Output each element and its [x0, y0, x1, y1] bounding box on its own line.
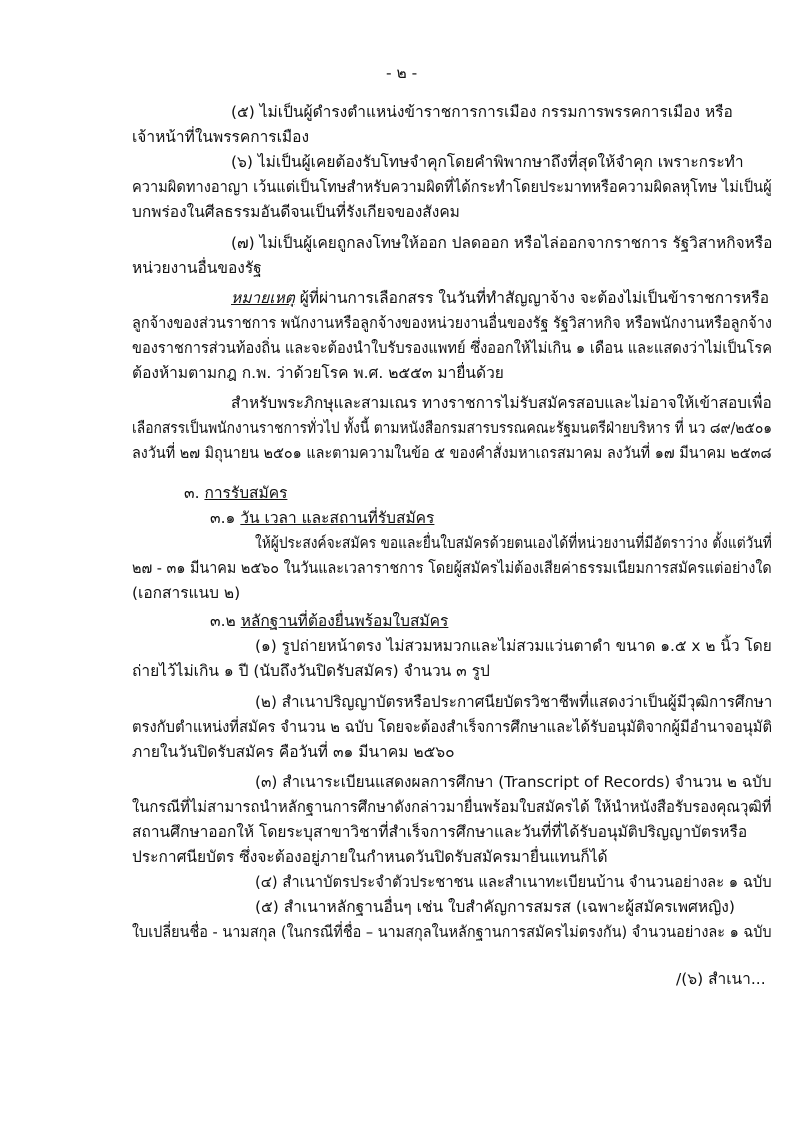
- qualification-6-line-1: (๖) ไม่เป็นผู้เคยต้องรับโทษจำคุกโดยคำพิพากษาถึงที่สุดให้จำคุก เพราะกระทำ: [231, 153, 744, 171]
- section-3-1-number: ๓.๑: [210, 509, 236, 527]
- document-item-3-line-3: สถานศึกษาออกให้ โดยระบุสาขาวิชาที่สำเร็จการศึกษาและวันที่ที่ได้รับอนุมัติปริญญาบัตรหรือ: [132, 823, 748, 841]
- section-3-1-line-1: ให้ผู้ประสงค์จะสมัคร ขอและยื่นใบสมัครด้วยตนเองได้ที่หน่วยงานที่มีอัตราว่าง ตั้งแต่วันที่: [255, 534, 772, 552]
- qualification-7-line-1: (๗) ไม่เป็นผู้เคยถูกลงโทษให้ออก ปลดออก หรือไล่ออกจากราชการ รัฐวิสาหกิจหรือ: [231, 234, 773, 252]
- document-item-1-line-1: (๑) รูปถ่ายหน้าตรง ไม่สวมหมวกและไม่สวมแว่นตาดำ ขนาด ๑.๕ x ๒ นิ้ว โดย: [255, 637, 772, 655]
- document-item-5-line-2: ใบเปลี่ยนชื่อ - นามสกุล (ในกรณีที่ชื่อ – นามสกุลในหลักฐานการสมัครไม่ตรงกัน) จำนวนอย่างละ ๑ ฉบับ: [132, 923, 772, 941]
- document-item-3-line-4: ประกาศนียบัตร ซึ่งจะต้องอยู่ภายในกำหนดวันปิดรับสมัครมายื่นแทนก็ได้: [132, 848, 608, 866]
- document-item-2-line-3: ภายในวันปิดรับสมัคร คือวันที่ ๓๑ มีนาคม ๒๕๖๐: [132, 743, 455, 761]
- section-3-1-title: วัน เวลา และสถานที่รับสมัคร: [240, 509, 435, 527]
- monk-paragraph-line-2: เลือกสรรเป็นพนักงานราชการทั่วไป ทั้งนี้ ตามหนังสือกรมสารบรรณคณะรัฐมนตรีฝ่ายบริหาร ที่ นว ๘๙/๒๕๐๑: [132, 419, 773, 437]
- document-item-2-line-2: ตรงกับตำแหน่งที่สมัคร จำนวน ๒ ฉบับ โดยจะต้องสำเร็จการศึกษาและได้รับอนุมัติจากผู้มีอำนาจอนุมัติ: [132, 718, 773, 736]
- section-3-1-line-2: ๒๗ - ๓๑ มีนาคม ๒๕๖๐ ในวันและเวลาราชการ โดยผู้สมัครไม่ต้องเสียค่าธรรมเนียมการสมัครแต่อย่างใด: [132, 559, 772, 577]
- section-3-number: ๓.: [184, 484, 200, 502]
- page-number: - ๒ -: [386, 64, 418, 82]
- document-item-1-line-2: ถ่ายไว้ไม่เกิน ๑ ปี (นับถึงวันปิดรับสมัคร) จำนวน ๓ รูป: [132, 662, 490, 680]
- qualification-5-line-1: (๕) ไม่เป็นผู้ดำรงตำแหน่งข้าราชการการเมือง กรรมการพรรคการเมือง หรือ: [231, 103, 733, 121]
- document-item-3-line-1: (๓) สำเนาระเบียนแสดงผลการศึกษา (Transcript of Records) จำนวน ๒ ฉบับ: [255, 773, 772, 791]
- section-3-2-number: ๓.๒: [210, 612, 236, 630]
- monk-paragraph-line-1: สำหรับพระภิกษุและสามเณร ทางราชการไม่รับสมัครสอบและไม่อาจให้เข้าสอบเพื่อ: [231, 394, 772, 412]
- section-3-title: การรับสมัคร: [204, 484, 288, 502]
- qualification-7-line-2: หน่วยงานอื่นของรัฐ: [132, 259, 262, 277]
- qualification-6-line-3: บกพร่องในศีลธรรมอันดีจนเป็นที่รังเกียจของสังคม: [132, 203, 460, 221]
- section-3-2-heading: [210, 610, 448, 632]
- document-item-5-line-1: (๕) สำเนาหลักฐานอื่นๆ เช่น ใบสำคัญการสมรส (เฉพาะผู้สมัครเพศหญิง): [255, 898, 735, 916]
- document-item-2-line-1: (๒) สำเนาปริญญาบัตรหรือประกาศนียบัตรวิชาชีพที่แสดงว่าเป็นผู้มีวุฒิการศึกษา: [255, 693, 773, 711]
- qualification-6-line-2: ความผิดทางอาญา เว้นแต่เป็นโทษสำหรับความผิดที่ได้กระทำโดยประมาทหรือความผิดลหุโทษ ไม่เป็นผู้: [132, 178, 772, 196]
- note-text: ผู้ที่ผ่านการเลือกสรร ในวันที่ทำสัญญาจ้าง จะต้องไม่เป็นข้าราชการหรือ: [294, 289, 770, 307]
- note-line-4: ต้องห้ามตามกฎ ก.พ. ว่าด้วยโรค พ.ศ. ๒๕๕๓ มายื่นด้วย: [132, 364, 504, 382]
- document-item-4-line-1: (๔) สำเนาบัตรประจำตัวประชาชน และสำเนาทะเบียนบ้าน จำนวนอย่างละ ๑ ฉบับ: [255, 873, 772, 891]
- note-line-2: ลูกจ้างของส่วนราชการ พนักงานหรือลูกจ้างของหน่วยงานอื่นของรัฐ รัฐวิสาหกิจ หรือพนักงานหรือลูกจ้าง: [132, 314, 772, 332]
- qualification-5-line-2: เจ้าหน้าที่ในพรรคการเมือง: [132, 128, 310, 146]
- section-3-1-line-3: (เอกสารแนบ ๒): [132, 584, 241, 602]
- continuation-marker: /(๖) สำเนา...: [676, 970, 766, 988]
- note-label: หมายเหตุ: [231, 289, 295, 307]
- monk-paragraph-line-3: ลงวันที่ ๒๗ มิถุนายน ๒๕๐๑ และตามความในข้อ ๕ ของคำสั่งมหาเถรสมาคม ลงวันที่ ๑๗ มีนาคม ๒๕๓๘: [132, 444, 772, 462]
- document-item-3-line-2: ในกรณีที่ไม่สามารถนำหลักฐานการศึกษาดังกล่าวมายื่นพร้อมใบสมัครได้ ให้นำหนังสือรับรองคุณวุฒิที่: [132, 798, 772, 816]
- section-3-1-heading: [210, 507, 434, 529]
- section-3-heading: [184, 482, 287, 504]
- note-line-3: ของราชการส่วนท้องถิ่น และจะต้องนำใบรับรองแพทย์ ซึ่งออกให้ไม่เกิน ๑ เดือน และแสดงว่าไม่เป็นโรค: [132, 339, 772, 357]
- note-line-1: [231, 287, 769, 309]
- section-3-2-title: หลักฐานที่ต้องยื่นพร้อมใบสมัคร: [240, 612, 449, 630]
